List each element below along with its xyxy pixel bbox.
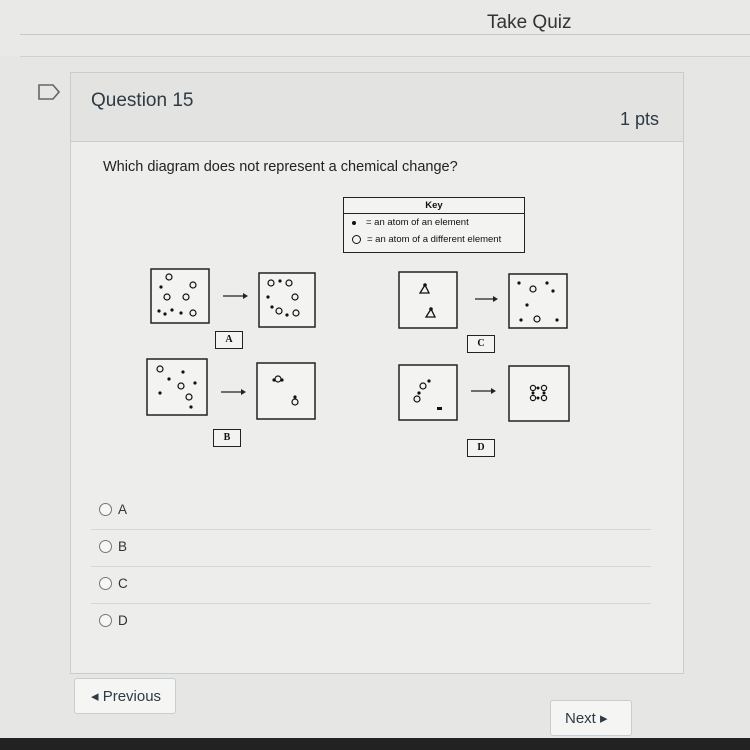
- question-card: [70, 72, 684, 674]
- page-title: Take Quiz: [487, 12, 572, 33]
- diagram-d: [399, 365, 569, 421]
- choice-label[interactable]: D: [118, 613, 128, 628]
- radio-icon[interactable]: [99, 540, 112, 553]
- choice-c[interactable]: [91, 567, 651, 604]
- diagram-a: [151, 269, 315, 327]
- diagram-label-a: A: [215, 331, 243, 349]
- choice-d[interactable]: [91, 604, 651, 640]
- answer-choices: [91, 493, 651, 640]
- key-row-dot: [344, 214, 524, 231]
- dot-atom-icon: [352, 221, 356, 225]
- choice-label[interactable]: C: [118, 576, 128, 591]
- screen-bezel: [0, 738, 750, 750]
- question-text: Which diagram does not represent a chemical change?: [103, 159, 458, 175]
- question-header: [71, 73, 683, 142]
- question-title: Question 15: [91, 90, 194, 111]
- key-row-ring: [344, 231, 524, 248]
- divider: [20, 34, 750, 35]
- diagram-label-c: C: [467, 335, 495, 353]
- choice-label[interactable]: B: [118, 539, 128, 554]
- radio-icon[interactable]: [99, 614, 112, 627]
- question-points: 1 pts: [619, 109, 659, 129]
- question-figure: [141, 193, 591, 453]
- ring-atom-icon: [352, 235, 361, 244]
- diagram-c: [399, 272, 567, 328]
- key-legend: [343, 197, 525, 253]
- radio-icon[interactable]: [99, 577, 112, 590]
- key-title: Key: [344, 198, 524, 214]
- next-button-label[interactable]: Next ▸: [565, 710, 608, 727]
- choice-label[interactable]: A: [118, 502, 128, 517]
- diagram-b: [147, 359, 315, 419]
- bookmark-icon[interactable]: [38, 84, 60, 100]
- diagram-label-d: D: [467, 439, 495, 457]
- key-row1-label: = an atom of an element: [366, 217, 469, 228]
- previous-button[interactable]: [74, 678, 176, 714]
- divider: [20, 56, 750, 57]
- radio-icon[interactable]: [99, 503, 112, 516]
- next-button[interactable]: [550, 700, 632, 736]
- top-bar: [0, 0, 750, 56]
- diagram-label-b: B: [213, 429, 241, 447]
- choice-a[interactable]: [91, 493, 651, 530]
- previous-button-label[interactable]: ◂ Previous: [91, 688, 162, 705]
- key-row2-label: = an atom of a different element: [367, 234, 502, 245]
- choice-b[interactable]: [91, 530, 651, 567]
